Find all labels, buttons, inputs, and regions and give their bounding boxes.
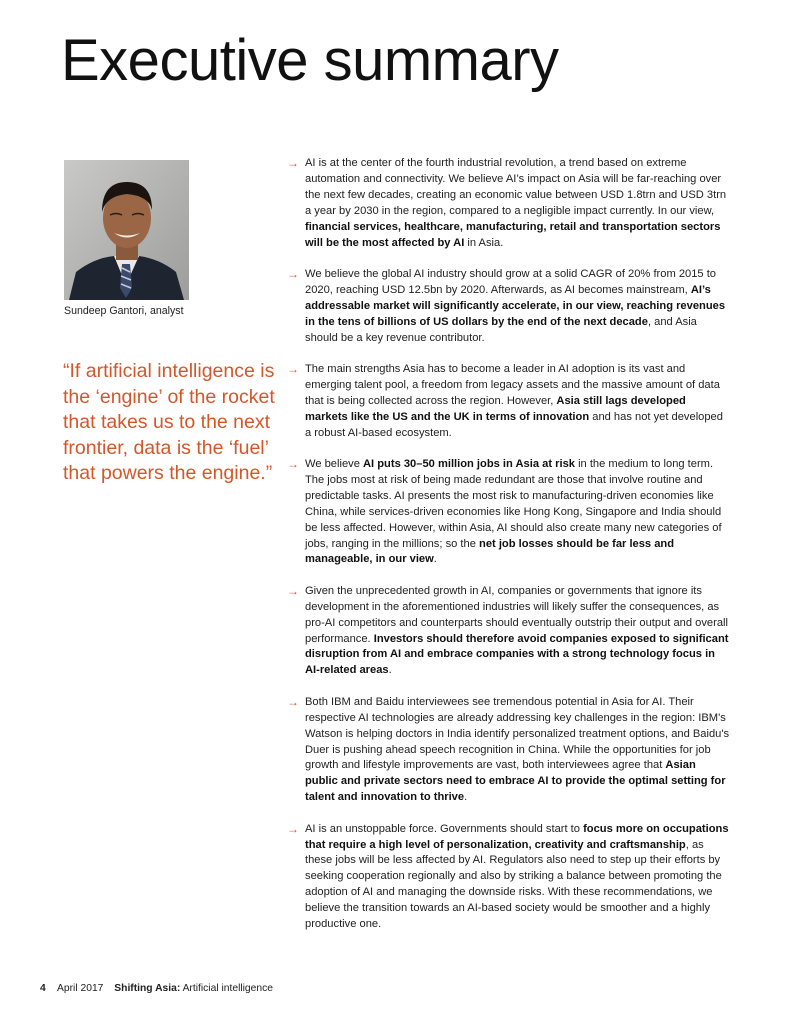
bullet-text-segment: AI is an unstoppable force. Governments should start to: [305, 822, 584, 835]
bullet-text: [305, 267, 730, 347]
page-footer: [40, 983, 273, 994]
arrow-right-icon: →: [287, 457, 299, 471]
pull-quote: “If artificial intelligence is the ‘engine’ of the rocket that takes us to the next frontier, data is the ‘fuel’ that powers the engine.”: [63, 360, 275, 484]
bullet-text: [305, 584, 730, 679]
summary-bullet: [287, 362, 730, 442]
footer-date: April 2017: [57, 983, 104, 994]
summary-bullet-list: [287, 156, 730, 948]
bullet-text: [305, 457, 730, 568]
bullet-text-segment: , as these jobs will be less affected by AI. Regulators also need to step up their efforts by seeking cooperation regionally and also by striking a balance between promoting the adoption of AI and managing the downside risks. With these recommendations, we believe the transition towards an AI-based society would be smoother and a highly productive one.: [305, 838, 722, 931]
summary-bullet: [287, 457, 730, 568]
bullet-text-segment: The main strengths Asia has to become a leader in AI adoption is its vast and emerging talent pool, a freedom from legacy assets and the massive amount of data that is being collected across the region. However,: [305, 362, 720, 407]
footer-topic: Artificial intelligence: [182, 983, 273, 994]
portrait-caption: Sundeep Gantori, analyst: [64, 305, 184, 317]
bullet-text-segment: in Asia.: [464, 236, 504, 249]
bullet-text-segment: and has not yet developed a robust AI-based ecosystem.: [305, 410, 723, 439]
summary-bullet: [287, 267, 730, 347]
summary-bullet: [287, 584, 730, 679]
summary-bullet: [287, 156, 730, 251]
bullet-text-segment: .: [433, 553, 437, 566]
summary-bullet: [287, 822, 730, 933]
page-number: 4: [40, 983, 46, 994]
bullet-text-segment: AI is at the center of the fourth industrial revolution, a trend based on extreme automation and connectivity. We believe AI’s impact on Asia will be far-reaching over the next few decades, creating an economic value between USD 1.8trn and USD 3trn a year by 2030 in the region, compared to a negligible impact currently. In our view,: [305, 157, 727, 217]
page-title: Executive summary: [61, 28, 559, 93]
bullet-emphasis: AI puts 30–50 million jobs in Asia at risk: [363, 458, 575, 470]
arrow-right-icon: →: [287, 266, 299, 281]
bullet-text: [305, 695, 730, 806]
bullet-emphasis: net job losses should be far less and manageable, in our view: [305, 537, 675, 566]
bullet-emphasis: financial services, healthcare, manufacturing, retail and transportation sectors will be the most affected by AI: [305, 220, 721, 249]
bullet-text: [305, 362, 730, 442]
footer-publication: Shifting Asia:: [114, 983, 181, 994]
bullet-text-segment: .: [388, 664, 392, 677]
bullet-text-segment: We believe: [305, 458, 364, 470]
bullet-text-segment: in the medium to long term. The jobs most at risk of being made redundant are those that involve routine and predictable tasks. AI presents the most risk to manufacturing-driven economies like China, while services-driven economies like Hong Kong, Singapore and India should be less affected. However, within Asia, AI should also create many new categories of jobs, ranging in the millions; so the: [305, 458, 722, 550]
bullet-emphasis: focus more on occupations that require a high level of personalization, creativity and craftsmanship: [305, 822, 729, 851]
bullet-text-segment: We believe the global AI industry should grow at a solid CAGR of 20% from 2015 to 2020, reaching USD 12.5bn by 2020. Afterwards, as AI becomes mainstream,: [305, 267, 716, 296]
analyst-portrait: [64, 160, 189, 300]
bullet-text-segment: .: [464, 791, 468, 804]
portrait-image: [64, 160, 189, 300]
arrow-right-icon: →: [287, 583, 299, 598]
arrow-right-icon: →: [287, 694, 299, 709]
bullet-text-segment: Both IBM and Baidu interviewees see tremendous potential in Asia for AI. Their respective AI technologies are already addressing key challenges in the region: IBM's Watson is helping doctors in India identify personalized treatment options, and Baidu's Duer is pushing ahead speech recognition in China. While the opportunities for job growth and lifestyle improvements are vast, both interviewees agree that: [305, 695, 730, 772]
bullet-text-segment: , and Asia should be a key revenue contributor.: [305, 315, 697, 344]
bullet-text: [305, 822, 730, 933]
arrow-right-icon: →: [287, 821, 299, 836]
summary-bullet: [287, 695, 730, 806]
arrow-right-icon: →: [287, 156, 299, 170]
bullet-emphasis: Investors should therefore avoid companies exposed to significant disruption from AI and embrace companies with a strong technology focus in AI-related areas: [305, 632, 729, 677]
bullet-emphasis: Asia still lags developed markets like the US and the UK in terms of innovation: [305, 394, 686, 423]
bullet-text: [305, 156, 730, 251]
arrow-right-icon: →: [287, 361, 299, 376]
bullet-emphasis: Asian public and private sectors need to embrace AI to provide the optimal setting for talent and innovation to thrive: [305, 759, 726, 804]
bullet-emphasis: AI’s addressable market will significantly accelerate, in our view, reaching revenues in the tens of billions of US dollars by the end of the next decade: [305, 283, 726, 328]
bullet-text-segment: Given the unprecedented growth in AI, companies or governments that ignore its development in the aforementioned industries will likely suffer the consequences, as pro-AI competitors and counterparts should eventually outstrip their output and overall performance.: [305, 584, 728, 645]
